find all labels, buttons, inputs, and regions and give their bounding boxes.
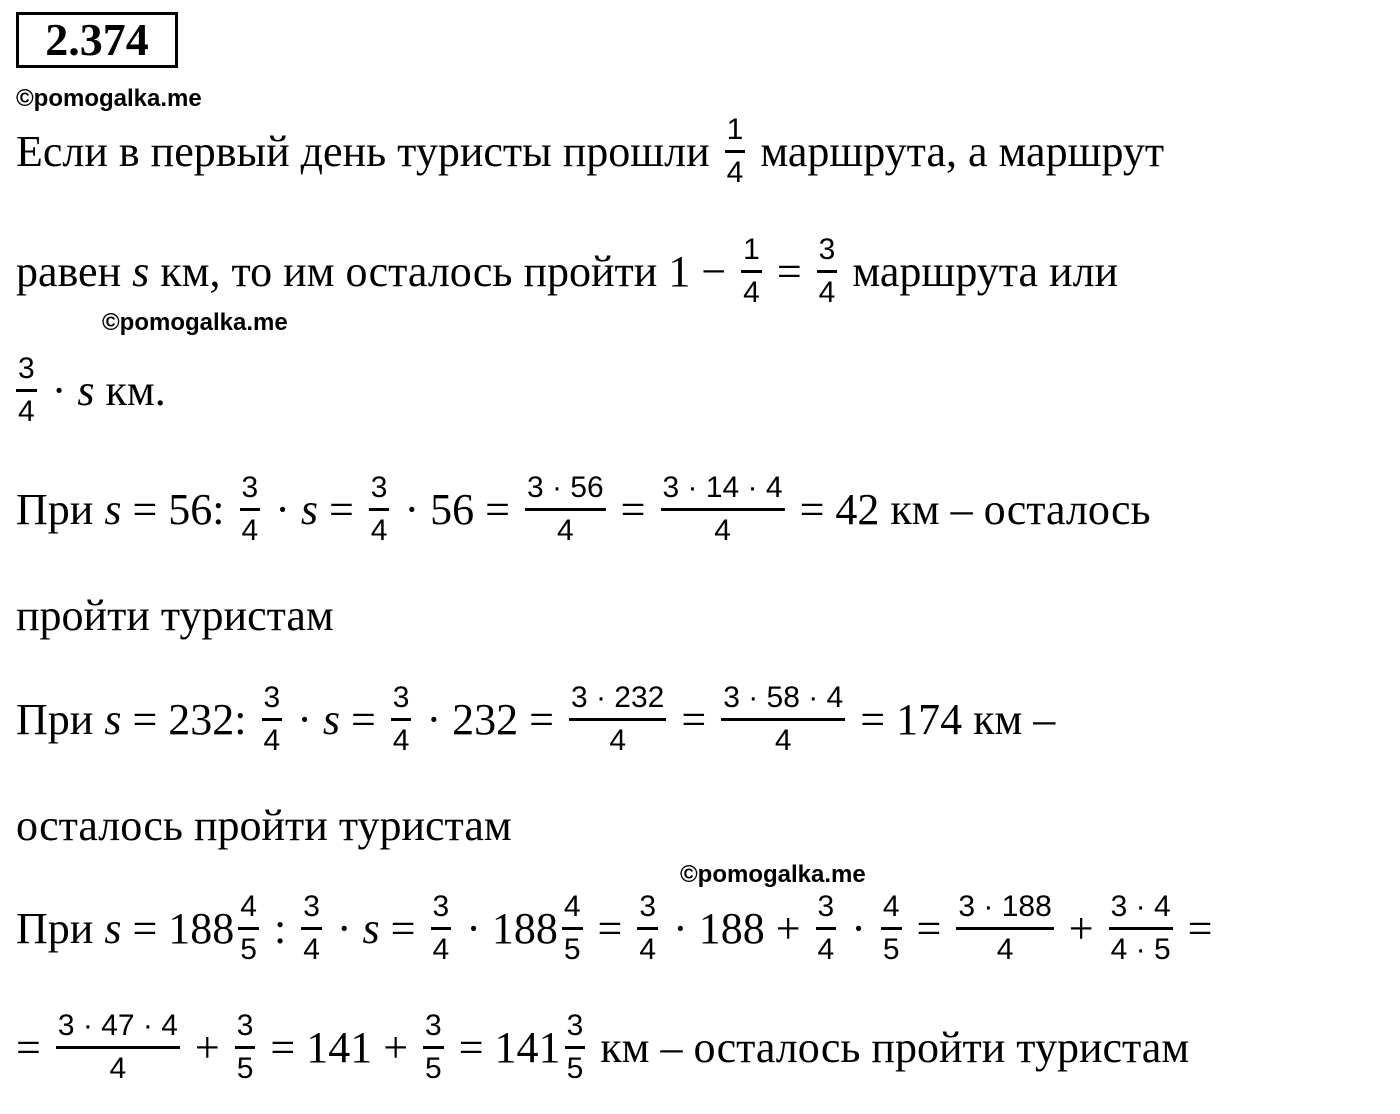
fraction <box>956 890 1053 967</box>
text-segment: = <box>339 694 387 744</box>
text-segment: = <box>905 903 953 953</box>
text-segment: км, то им осталось пройти 1 − <box>149 246 738 296</box>
text-segment: = 42 км – осталось <box>788 484 1151 534</box>
numerator: 3 <box>262 681 283 721</box>
numerator: 3 <box>816 890 837 930</box>
text-segment: пройти туристам <box>16 590 334 640</box>
text-segment: = <box>317 484 365 534</box>
denominator: 5 <box>236 1051 254 1085</box>
fraction <box>56 1009 180 1086</box>
text-segment: = <box>1176 903 1213 953</box>
denominator: 4 <box>639 932 657 966</box>
text-segment: = <box>609 484 657 534</box>
case-3-line-1 <box>16 883 1212 973</box>
text-segment: км – осталось пройти туристам <box>589 1022 1190 1072</box>
variable-s: s <box>300 484 318 534</box>
variable-s: s <box>104 484 122 534</box>
text-segment: = 232: <box>121 694 258 744</box>
numerator: 3 <box>391 681 412 721</box>
text-segment: осталось пройти туристам <box>16 800 512 850</box>
text-segment: = 141 <box>447 1022 561 1072</box>
fraction <box>301 890 322 967</box>
mixed-fraction-part <box>562 890 583 967</box>
numerator: 3 · 4 <box>1109 890 1173 930</box>
text-segment: = <box>379 903 427 953</box>
watermark: ©pomogalka.me <box>102 309 288 336</box>
text-segment: = <box>765 246 813 296</box>
case-1-line-1 <box>16 464 1151 554</box>
denominator: 4 <box>18 394 35 428</box>
numerator: 3 · 58 · 4 <box>721 681 845 721</box>
numerator: 3 <box>637 890 658 930</box>
denominator: 4 <box>609 723 626 757</box>
text-segment: · 188 + <box>662 903 812 953</box>
variable-s: s <box>362 903 380 953</box>
text-segment: = 141 + <box>259 1022 420 1072</box>
fraction <box>741 233 762 310</box>
problem-number: 2.374 <box>16 12 178 68</box>
case-2-line-2 <box>16 780 512 870</box>
variable-s: s <box>104 694 122 744</box>
text-segment: При <box>16 484 105 534</box>
text-line-1 <box>16 106 1164 196</box>
denominator: 5 <box>882 932 900 966</box>
text-segment: + <box>183 1022 231 1072</box>
text-segment: · 188 <box>455 903 558 953</box>
denominator: 4 <box>109 1051 127 1085</box>
numerator: 3 <box>423 1009 444 1049</box>
fraction <box>369 471 390 548</box>
variable-s: s <box>322 694 340 744</box>
numerator: 4 <box>562 890 583 930</box>
numerator: 3 · 188 <box>956 890 1053 930</box>
text-segment: = 56: <box>121 484 236 534</box>
denominator: 5 <box>566 1051 584 1085</box>
mixed-fraction-part <box>238 890 259 967</box>
denominator: 4 <box>714 513 731 547</box>
denominator: 5 <box>240 932 257 966</box>
text-segment: = 188 <box>121 903 235 953</box>
numerator: 3 <box>565 1009 586 1049</box>
text-segment: : <box>262 903 298 953</box>
denominator: 4 <box>241 513 259 547</box>
fraction <box>423 1009 444 1086</box>
fraction <box>16 352 37 429</box>
denominator: 4 <box>726 155 744 189</box>
numerator: 3 <box>235 1009 256 1049</box>
denominator: 4 <box>263 723 281 757</box>
text-segment: · <box>264 484 301 534</box>
numerator: 3 <box>240 471 261 511</box>
watermark: ©pomogalka.me <box>680 861 866 888</box>
text-segment: маршрута, а маршрут <box>749 126 1165 176</box>
fraction <box>661 471 785 548</box>
mixed-fraction-part <box>565 1009 586 1086</box>
text-segment: = 174 км – <box>849 694 1056 744</box>
text-segment: При <box>16 694 105 744</box>
numerator: 1 <box>741 233 762 273</box>
denominator: 5 <box>563 932 581 966</box>
numerator: 3 · 56 <box>525 471 606 511</box>
text-segment: · <box>325 903 363 953</box>
variable-s: s <box>132 246 150 296</box>
denominator: 4 <box>743 275 760 309</box>
text-segment: + <box>1057 903 1105 953</box>
numerator: 3 <box>431 890 452 930</box>
denominator: 4 <box>774 723 792 757</box>
text-segment: = <box>670 694 718 744</box>
fraction <box>391 681 412 758</box>
numerator: 4 <box>881 890 902 930</box>
text-line-2 <box>16 226 1118 316</box>
text-segment: · <box>286 694 323 744</box>
denominator: 4 <box>303 932 320 966</box>
fraction <box>817 233 838 310</box>
denominator: 4 <box>817 932 835 966</box>
denominator: 4 <box>996 932 1014 966</box>
denominator: 4 · 5 <box>1110 932 1171 966</box>
denominator: 4 <box>818 275 836 309</box>
text-segment: = <box>16 1022 52 1072</box>
variable-s: s <box>77 365 95 415</box>
numerator: 1 <box>725 113 746 153</box>
text-segment: равен <box>16 246 133 296</box>
fraction <box>240 471 261 548</box>
fraction <box>721 681 845 758</box>
denominator: 4 <box>556 513 574 547</box>
case-1-line-2 <box>16 570 334 660</box>
numerator: 3 · 14 · 4 <box>661 471 785 511</box>
fraction <box>569 681 666 758</box>
fraction <box>725 113 746 190</box>
fraction <box>235 1009 256 1086</box>
text-segment: · <box>840 903 877 953</box>
numerator: 3 · 47 · 4 <box>56 1009 180 1049</box>
text-line-3 <box>16 345 166 435</box>
numerator: 3 <box>301 890 322 930</box>
fraction <box>1109 890 1173 967</box>
text-segment: = <box>586 903 634 953</box>
fraction <box>816 890 837 967</box>
numerator: 3 <box>16 352 37 392</box>
denominator: 4 <box>370 513 388 547</box>
watermark: ©pomogalka.me <box>16 85 202 112</box>
numerator: 4 <box>238 890 259 930</box>
fraction <box>262 681 283 758</box>
fraction <box>881 890 902 967</box>
variable-s: s <box>104 903 122 953</box>
text-segment: Если в первый день туристы прошли <box>16 126 721 176</box>
text-segment: км. <box>94 365 166 415</box>
case-3-line-2 <box>16 1002 1189 1092</box>
fraction <box>637 890 658 967</box>
numerator: 3 <box>817 233 838 273</box>
denominator: 4 <box>392 723 410 757</box>
text-segment: При <box>16 903 105 953</box>
numerator: 3 · 232 <box>569 681 666 721</box>
denominator: 5 <box>425 1051 442 1085</box>
numerator: 3 <box>369 471 390 511</box>
fraction <box>431 890 452 967</box>
text-segment: · <box>40 365 78 415</box>
text-segment: · 56 = <box>393 484 521 534</box>
denominator: 4 <box>432 932 450 966</box>
text-segment: маршрута или <box>841 246 1119 296</box>
fraction <box>525 471 606 548</box>
text-segment: · 232 = <box>415 694 565 744</box>
case-2-line-1 <box>16 674 1055 764</box>
